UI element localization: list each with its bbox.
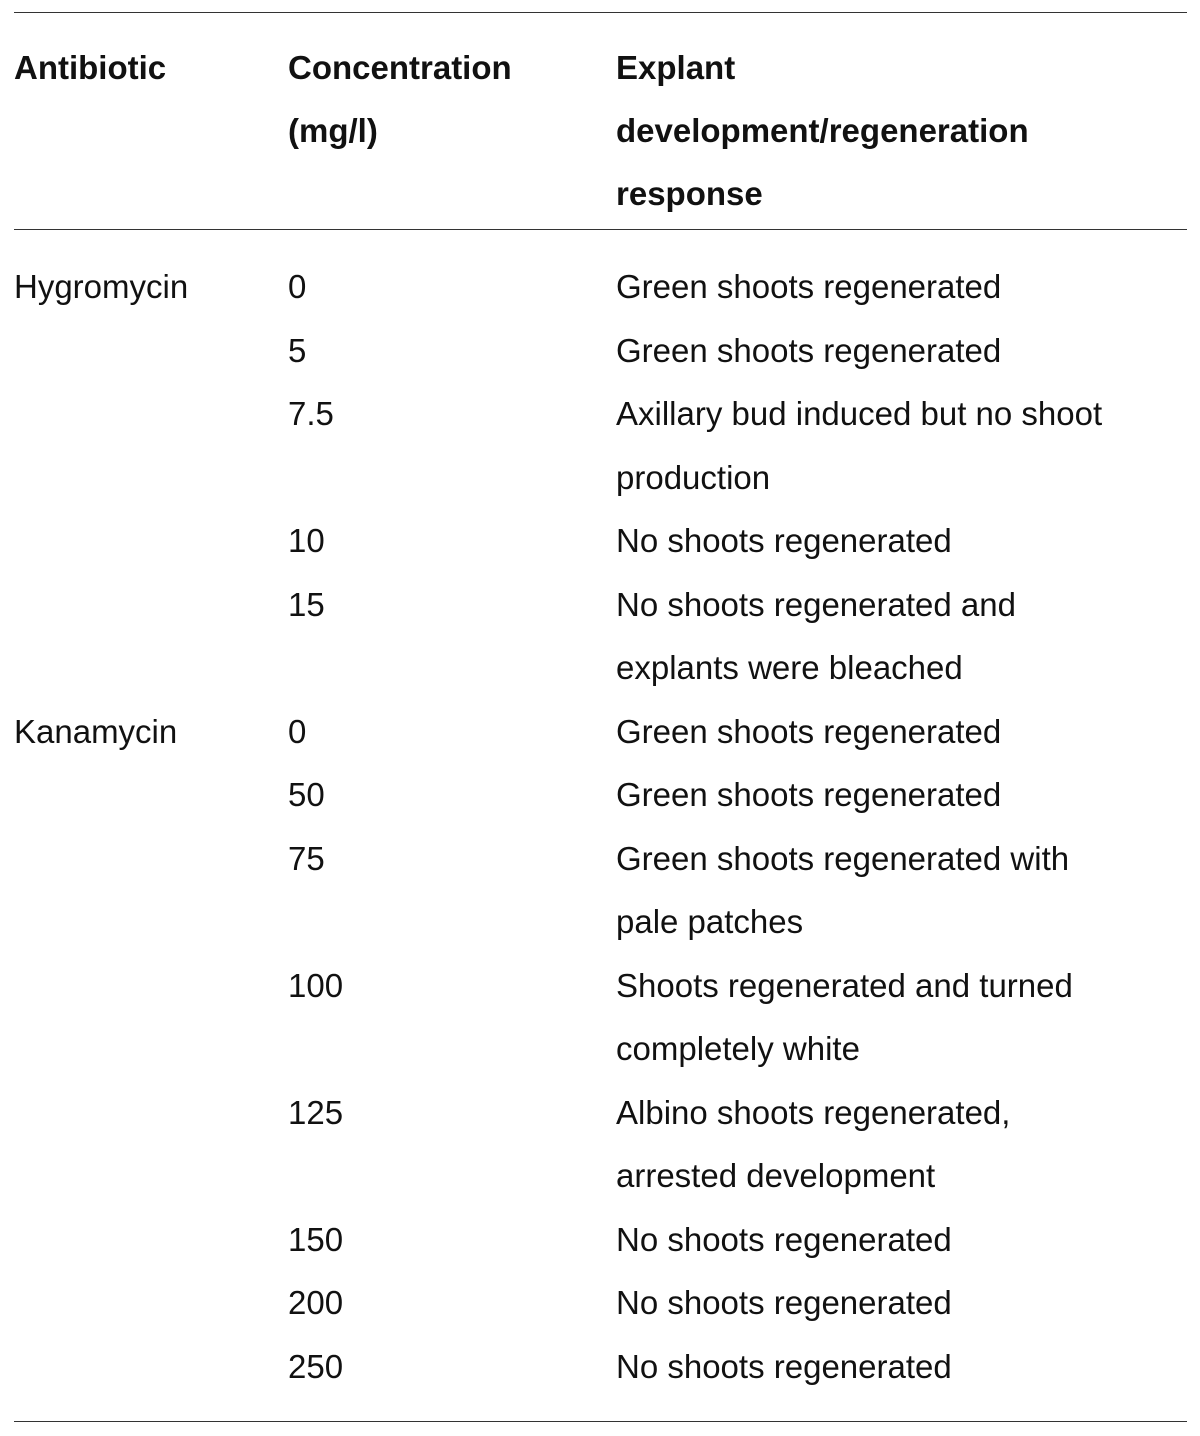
- cell-response: No shoots regenerated and explants were bleached: [616, 585, 1016, 686]
- cell-response: Green shoots regenerated with pale patches: [616, 839, 1070, 940]
- table-row: [0, 319, 1200, 383]
- cell-concentration: 0: [288, 268, 307, 305]
- header-antibiotic: [14, 36, 274, 99]
- table-row: [0, 382, 1200, 509]
- table-row: [0, 255, 1200, 319]
- cell-concentration: 250: [288, 1347, 344, 1385]
- table-row: [0, 1081, 1200, 1208]
- table-row: [0, 700, 1200, 764]
- cell-concentration: 15: [288, 585, 325, 623]
- header-concentration-line2: (mg/l): [288, 112, 378, 149]
- cell-response: Green shoots regenerated: [616, 776, 1002, 813]
- cell-response: Green shoots regenerated: [616, 268, 1002, 305]
- cell-response: Green shoots regenerated: [616, 331, 1002, 369]
- cell-response: No shoots regenerated: [616, 1220, 952, 1258]
- header-response-line3: response: [616, 175, 763, 212]
- table-row: [0, 827, 1200, 954]
- header-concentration-line1: Concentration: [288, 49, 512, 86]
- header-antibiotic-label: Antibiotic: [14, 49, 167, 86]
- cell-concentration: 150: [288, 1220, 344, 1258]
- cell-concentration: 0: [288, 712, 307, 750]
- table-bottom-rule: [14, 1421, 1187, 1422]
- table-body: [0, 255, 1200, 1398]
- cell-concentration: 5: [288, 331, 307, 369]
- cell-antibiotic: Kanamycin: [14, 712, 178, 750]
- table-row: [0, 1335, 1200, 1399]
- cell-concentration: 7.5: [288, 395, 334, 432]
- table-top-rule: [14, 12, 1187, 13]
- cell-concentration: 75: [288, 839, 325, 877]
- header-response-line2: development/regeneration: [616, 112, 1029, 149]
- cell-response: No shoots regenerated: [616, 1284, 952, 1321]
- cell-response: Albino shoots regenerated, arrested development: [616, 1093, 1011, 1194]
- cell-response: No shoots regenerated: [616, 1347, 952, 1385]
- header-response-line1: Explant: [616, 49, 736, 86]
- table-row: [0, 509, 1200, 573]
- cell-concentration: 125: [288, 1093, 344, 1131]
- cell-concentration: 10: [288, 522, 325, 559]
- header-concentration: [288, 36, 548, 162]
- cell-response: No shoots regenerated: [616, 522, 952, 559]
- table-row: [0, 573, 1200, 700]
- table-row: [0, 1271, 1200, 1335]
- cell-response: Green shoots regenerated: [616, 712, 1002, 750]
- header-response: [616, 36, 1086, 225]
- cell-response: Axillary bud induced but no shoot production: [616, 395, 1103, 496]
- table-row: [0, 954, 1200, 1081]
- table-row: [0, 763, 1200, 827]
- cell-antibiotic: Hygromycin: [14, 268, 189, 305]
- table-row: [0, 1208, 1200, 1272]
- cell-concentration: 50: [288, 776, 325, 813]
- cell-concentration: 100: [288, 966, 344, 1004]
- cell-concentration: 200: [288, 1284, 344, 1321]
- table-header-rule: [14, 229, 1187, 230]
- cell-response: Shoots regenerated and turned completely white: [616, 966, 1073, 1067]
